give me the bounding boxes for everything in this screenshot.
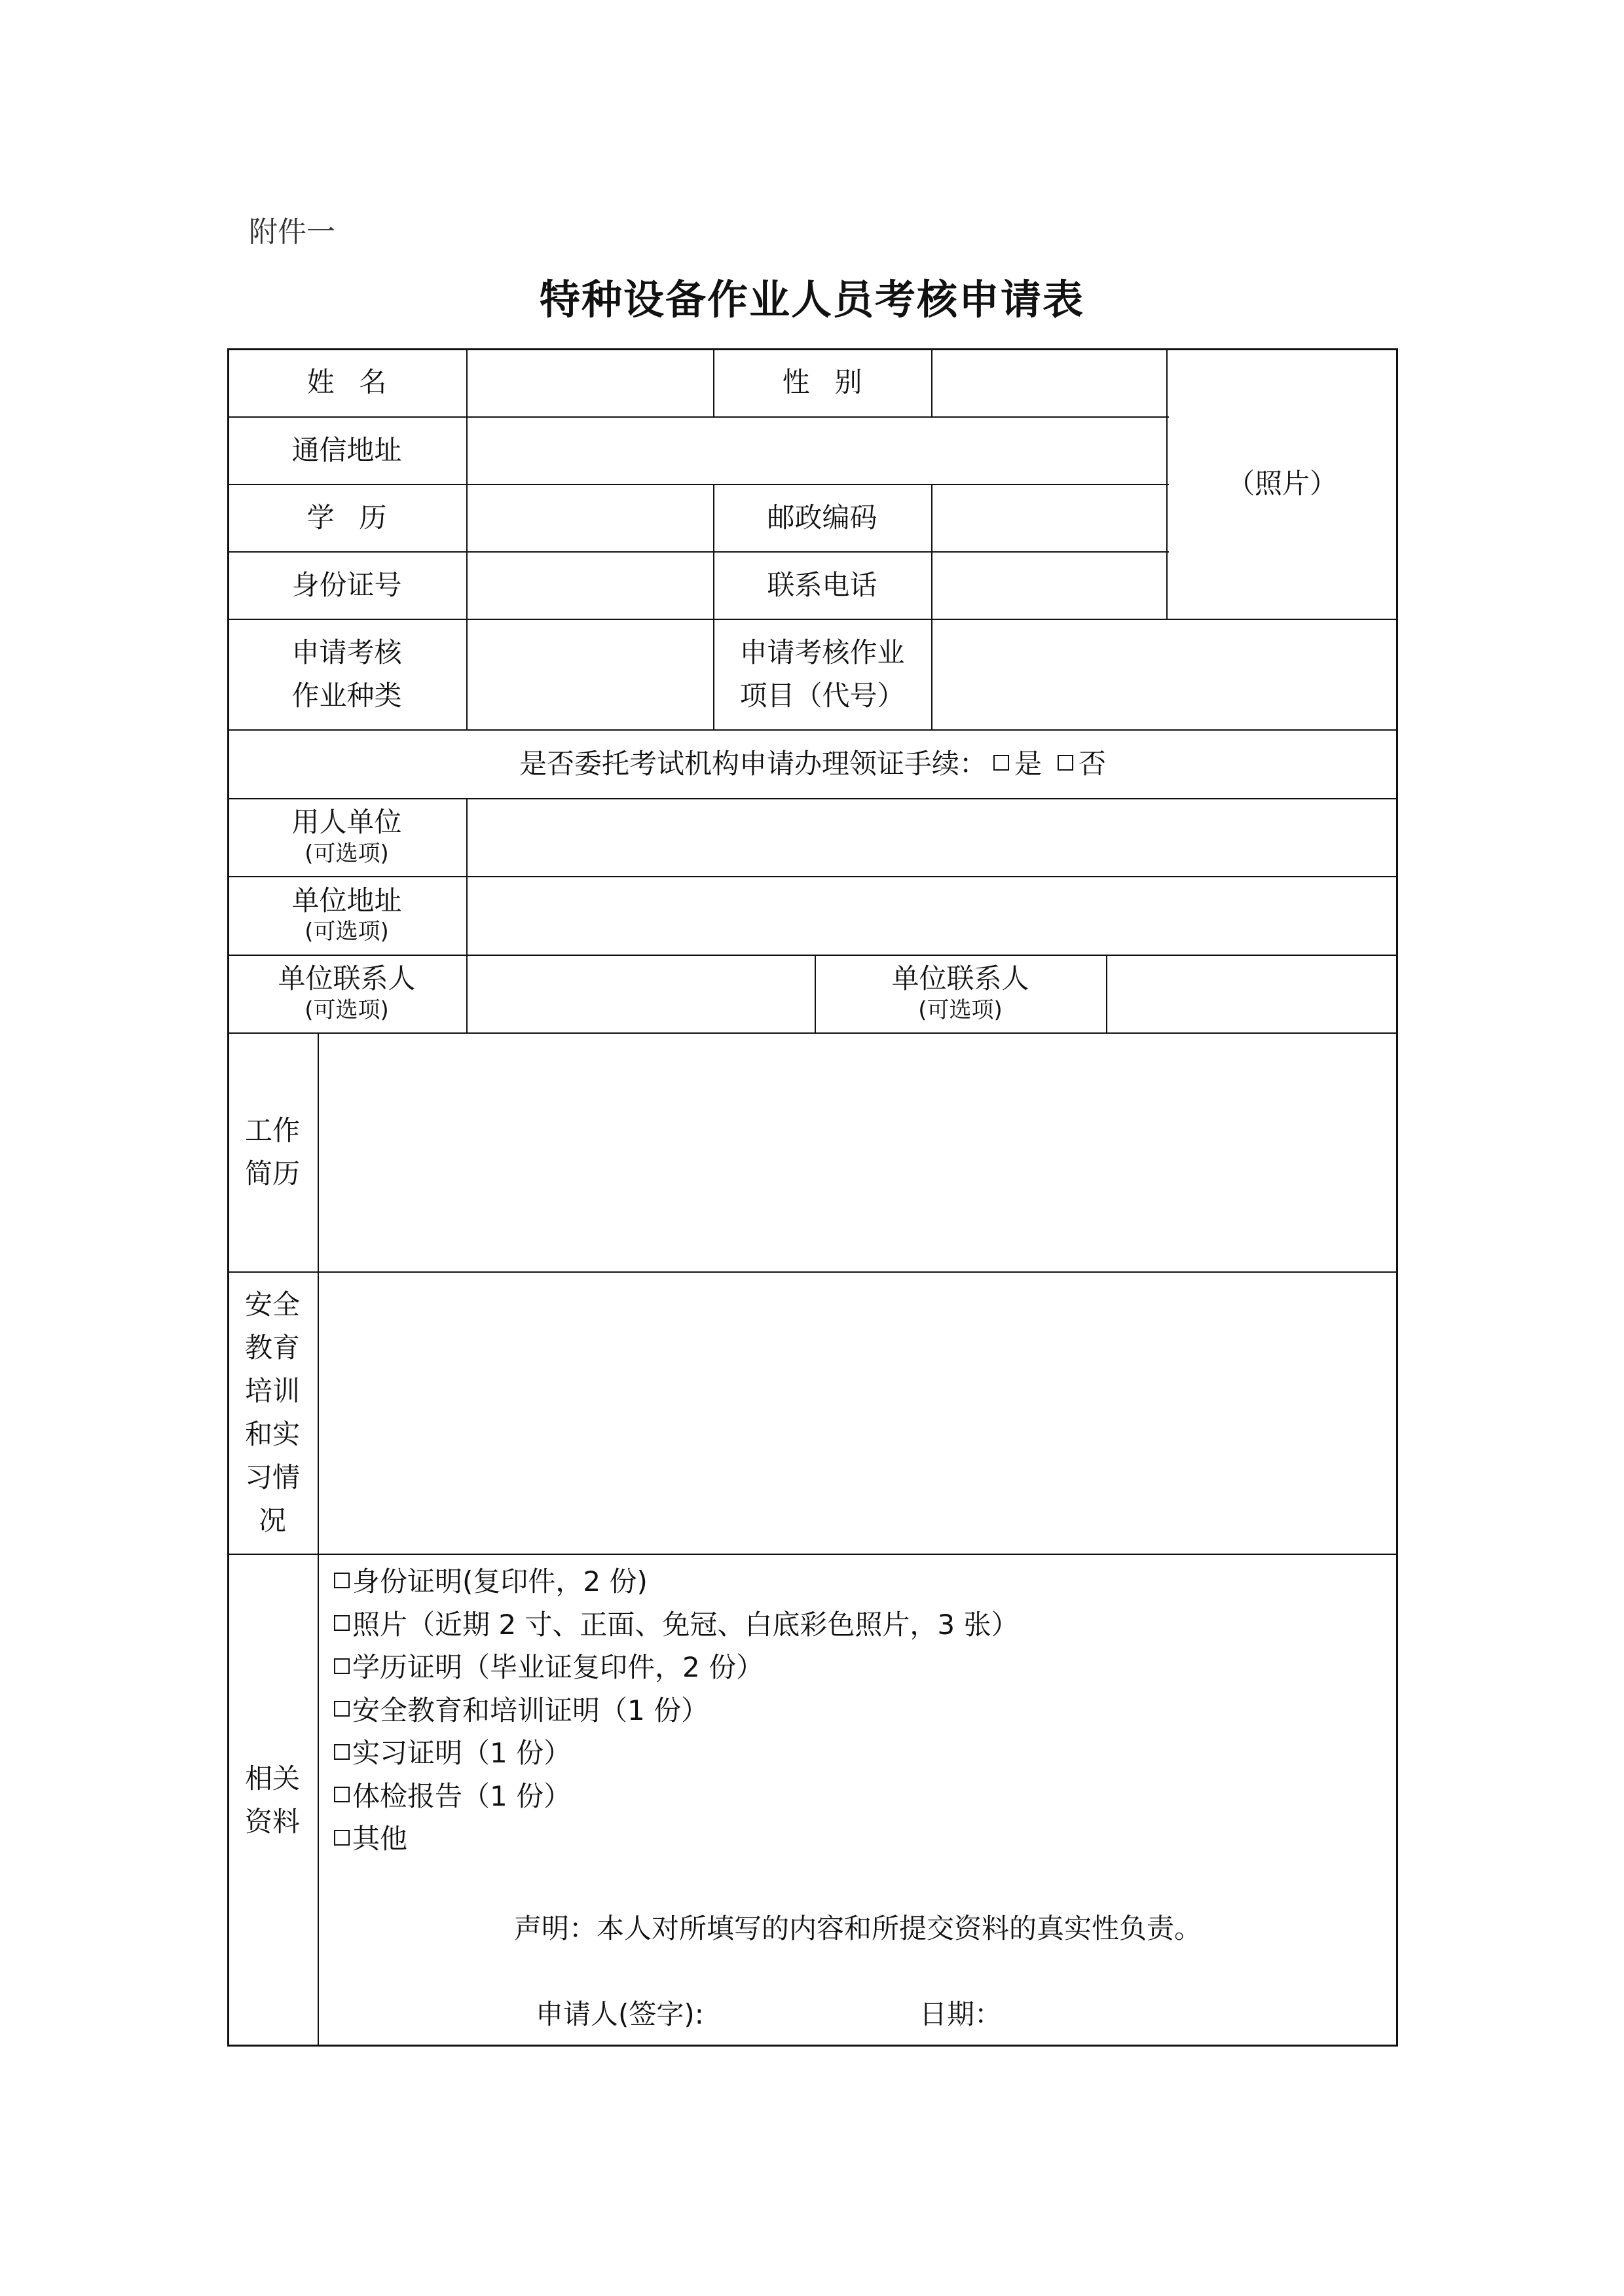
document-checkbox[interactable] [334,1701,350,1717]
attachment-label: 附件一 [249,215,335,249]
delegation-no-label: 否 [1079,747,1107,780]
gender-field[interactable] [931,348,1166,416]
employer-address-label [227,876,466,955]
optional-note: (可选项) [918,996,1003,1023]
documents-checklist [334,1560,1019,1861]
document-item [334,1817,1019,1861]
declaration-text: 声明：本人对所填写的内容和所提交资料的真实性负责。 [513,1912,1202,1944]
postcode-label: 邮政编码 [767,501,877,534]
applicant-signature-label: 申请人(签字): [536,1998,704,2030]
form-title: 特种设备作业人员考核申请表 [539,276,1084,323]
delegation-no-checkbox[interactable] [1058,755,1073,771]
delegation-yes-label: 是 [1014,747,1042,780]
job-category-label-line2: 作业种类 [291,679,402,712]
work-history-field[interactable] [318,1032,1398,1271]
training-label-text: 安全教育培训和实习情况 [244,1288,300,1537]
id-number-label: 身份证号 [291,568,402,601]
employer-contact-label-2-text: 单位联系人 [891,962,1029,995]
employer-contact-field[interactable] [466,955,815,1032]
id-number-field[interactable] [466,551,713,619]
employer-contact-field-2[interactable] [1106,955,1398,1032]
employer-contact-label-2 [815,955,1106,1032]
document-item [334,1646,1019,1689]
row-divider [227,1554,1398,1555]
document-item [334,1603,1019,1647]
document-item [334,1689,1019,1732]
date-field[interactable] [995,1990,1257,2030]
job-item-label-line1: 申请考核作业 [739,636,905,669]
document-checkbox[interactable] [334,1615,350,1631]
document-item-label: 实习证明（1 份） [352,1737,572,1769]
address-field[interactable] [466,416,1166,484]
document-item-label: 身份证明(复印件，2 份) [352,1565,648,1597]
name-field[interactable] [466,348,713,416]
education-label: 学历 [306,501,412,534]
gender-label: 性别 [782,366,887,399]
document-item-label: 体检报告（1 份） [352,1779,572,1812]
document-item [334,1732,1019,1775]
employer-field[interactable] [466,798,1398,876]
documents-label [232,1554,312,2047]
job-category-field[interactable] [466,619,713,729]
employer-contact-label-text: 单位联系人 [278,962,416,995]
document-item-label: 其他 [352,1823,408,1855]
document-item-label: 学历证明（毕业证复印件，2 份） [352,1651,764,1683]
training-field[interactable] [318,1271,1398,1554]
document-item-label: 照片（近期 2 寸、正面、免冠、白底彩色照片，3 张） [352,1608,1019,1641]
document-item [334,1560,1019,1603]
job-category-label [227,619,466,729]
document-item [334,1775,1019,1818]
work-history-label-text: 工作简历 [244,1114,300,1190]
phone-field[interactable] [931,551,1166,619]
training-label [232,1271,312,1554]
job-item-label [713,619,931,729]
job-category-label-line1: 申请考核 [291,636,402,669]
employer-label-text: 用人单位 [291,806,402,839]
postcode-field[interactable] [931,484,1166,551]
name-label: 姓名 [306,366,412,399]
document-checkbox[interactable] [334,1658,350,1674]
delegation-row [227,729,1398,798]
document-item-label: 安全教育和培训证明（1 份） [352,1694,709,1726]
optional-note: (可选项) [304,840,389,867]
optional-note: (可选项) [304,919,389,945]
document-checkbox[interactable] [334,1744,350,1760]
photo-placeholder[interactable]: （照片） [1227,467,1337,500]
employer-address-field[interactable] [466,876,1398,955]
education-field[interactable] [466,484,713,551]
employer-address-label-text: 单位地址 [291,884,402,917]
address-label: 通信地址 [291,433,402,466]
job-item-field[interactable] [931,619,1398,729]
document-checkbox[interactable] [334,1573,350,1588]
date-label: 日期： [919,1998,1003,2030]
optional-note: (可选项) [304,996,389,1023]
document-checkbox[interactable] [334,1830,350,1846]
phone-label: 联系电话 [767,568,877,601]
applicant-signature-field[interactable] [714,1990,910,2030]
delegation-yes-checkbox[interactable] [993,755,1009,771]
work-history-label [232,1032,312,1271]
employer-contact-label [227,955,466,1032]
job-item-label-line2: 项目（代号） [739,679,905,712]
employer-label [227,798,466,876]
delegation-question: 是否委托考试机构申请办理领证手续： [519,747,987,780]
documents-label-text: 相关资料 [244,1762,300,1838]
document-checkbox[interactable] [334,1787,350,1802]
